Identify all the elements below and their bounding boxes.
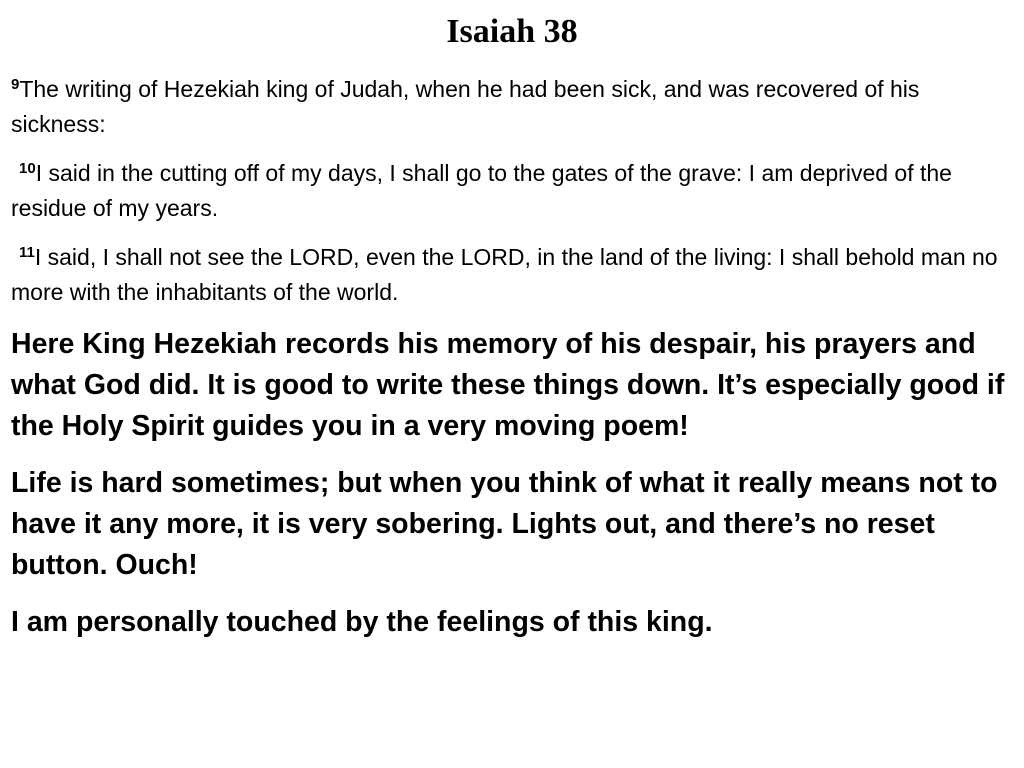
verse-text: The writing of Hezekiah king of Judah, when he had been sick, and was recovered of his sickness: <box>11 76 920 137</box>
verse-9 <box>11 72 1011 142</box>
verse-11 <box>11 240 1011 310</box>
verse-text: I said, I shall not see the LORD, even the LORD, in the land of the living: I shall behold man no more with the inhabitants of the world. <box>11 244 998 305</box>
verse-text: I said in the cutting off of my days, I shall go to the gates of the grave: I am deprived of the residue of my years. <box>11 160 952 221</box>
slide-body <box>11 72 1011 659</box>
commentary-paragraph: Life is hard sometimes; but when you think of what it really means not to have it any more, it is very sobering. Lights out, and there’s no reset button. Ouch! <box>11 467 998 581</box>
verse-number: 11 <box>19 244 35 261</box>
verse-number: 9 <box>11 76 20 93</box>
slide-title: Isaiah 38 <box>446 13 578 50</box>
commentary-paragraph: I am personally touched by the feelings of this king. <box>11 606 713 638</box>
verse-number: 10 <box>19 160 36 177</box>
verse-10 <box>11 156 1011 226</box>
commentary-paragraph: Here King Hezekiah records his memory of his despair, his prayers and what God did. It is good to write these things down. It’s especially good if the Holy Spirit guides you in a very moving poem! <box>11 328 1005 442</box>
